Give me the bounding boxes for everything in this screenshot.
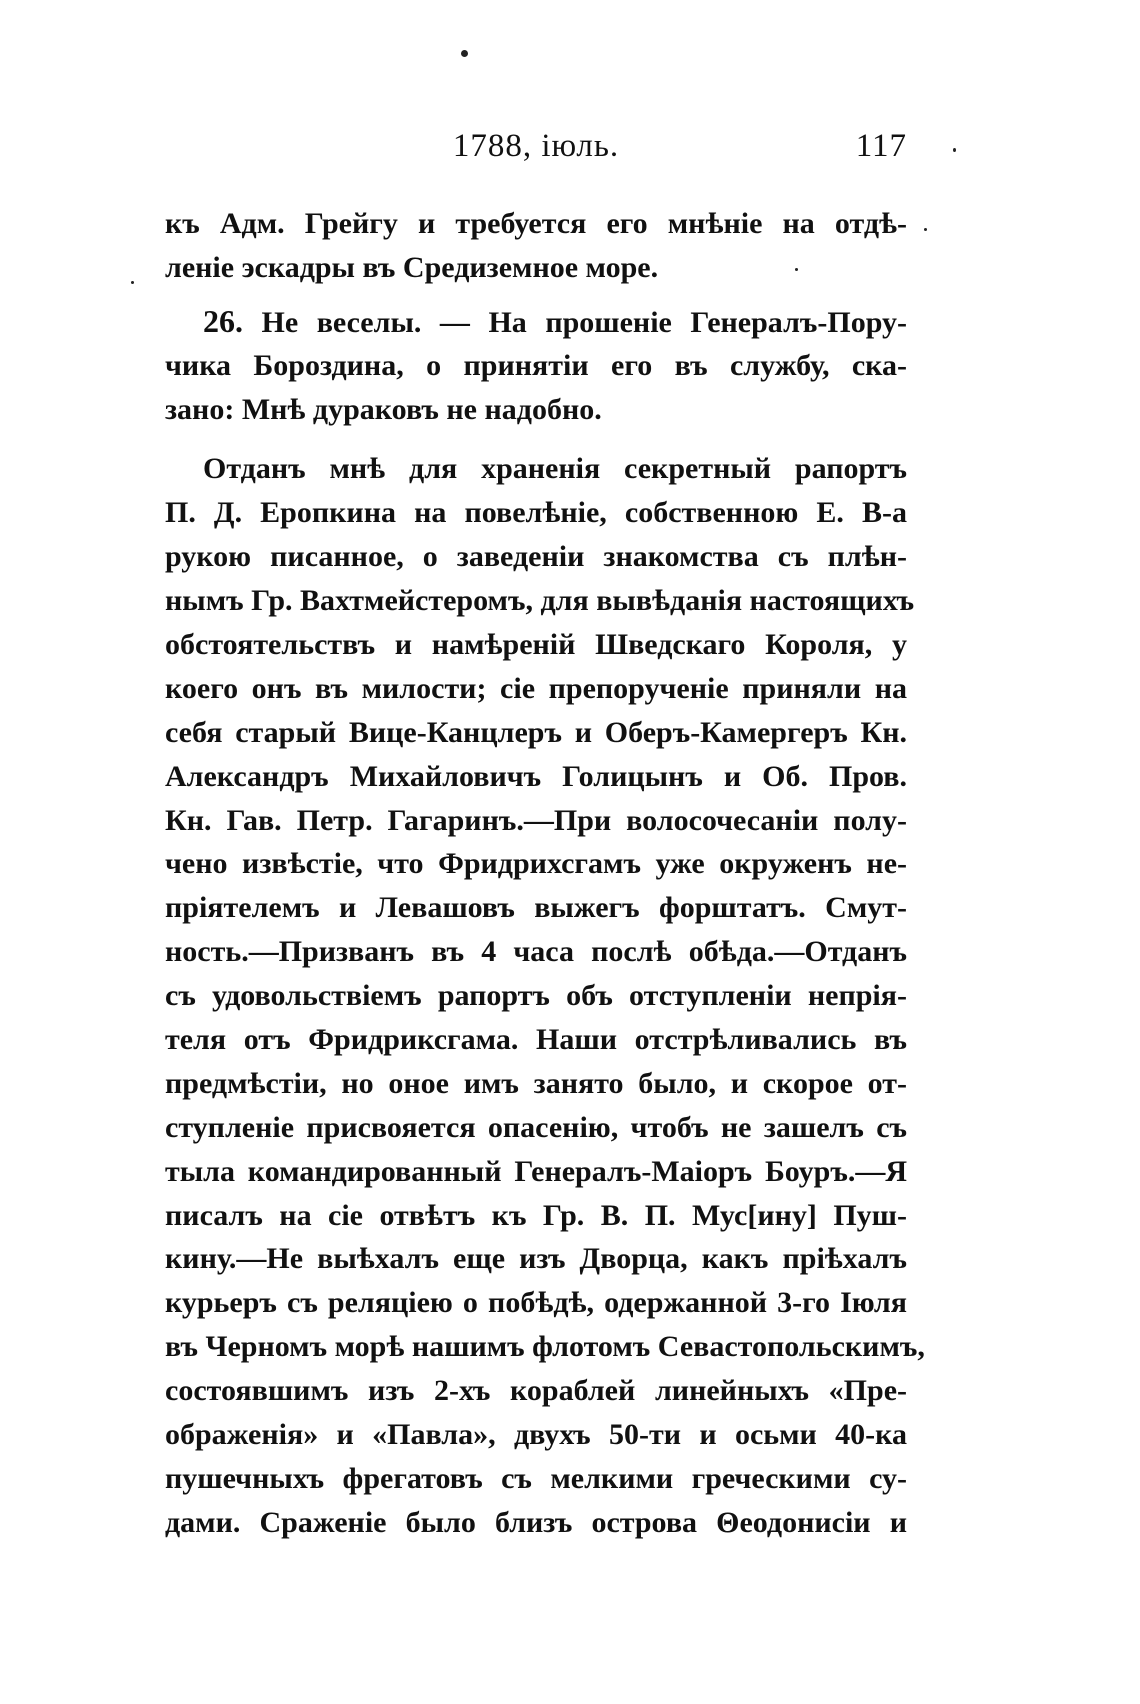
text-line: обстоятельствъ и намѣреній Шведскаго Короля, у	[165, 628, 907, 662]
text-line: дами. Сраженіе было близъ острова Θеодонисіи и	[165, 1505, 907, 1539]
header-title: 1788, іюль.	[452, 128, 620, 164]
text-line: Кн. Гав. Петр. Гагаринъ.—При волосочесаніи полу-	[165, 803, 907, 837]
entry-text: Не веселы. — На прошеніе Генералъ-Пору-	[243, 305, 907, 339]
text-line: чика Бороздина, о принятіи его въ службу, ска-	[165, 348, 907, 382]
text-line: рукою писанное, о заведеніи знакомства съ плѣн-	[165, 540, 907, 574]
page-number: 117	[855, 128, 907, 164]
text-line: нымъ Гр. Вахтмейстеромъ, для вывѣданія настоящихъ	[165, 584, 915, 618]
text-line: П. Д. Еропкина на повелѣніе, собственною Е. В-а	[165, 496, 907, 530]
text-line: ображенія» и «Павла», двухъ 50-ти и осьми 40-ка	[165, 1418, 907, 1452]
text-line: съ удовольствіемъ рапортъ объ отступленіи непрія-	[165, 979, 907, 1013]
text-line: пушечныхъ фрегатовъ съ мелкими греческими су-	[165, 1461, 907, 1495]
text-line: ность.—Призванъ въ 4 часа послѣ обѣда.—Отданъ	[165, 935, 907, 969]
text-line: леніе эскадры въ Средиземное море.	[165, 250, 659, 284]
text-line: Александръ Михайловичъ Голицынъ и Об. Пров.	[165, 759, 907, 793]
text-line: теля отъ Фридриксгама. Наши отстрѣливались въ	[165, 1023, 907, 1057]
scan-speck	[953, 148, 956, 152]
scan-speck	[924, 228, 927, 231]
text-line: Отданъ мнѣ для храненія секретный рапортъ	[203, 452, 907, 486]
scan-speck	[461, 50, 468, 57]
text-line: состоявшимъ изъ 2-хъ кораблей линейныхъ «Пре-	[165, 1374, 907, 1408]
running-header	[165, 128, 907, 176]
text-line: тыла командированный Генералъ-Маіоръ Боуръ.—Я	[165, 1154, 907, 1188]
paragraph-main	[165, 447, 925, 1544]
paragraph-continuation	[165, 202, 907, 290]
text-line: курьеръ съ реляціею о побѣдѣ, одержанной 3-го Іюля	[165, 1286, 907, 1320]
text-line	[165, 300, 907, 344]
text-line: коего онъ въ милости; сіе препорученіе приняли на	[165, 671, 907, 705]
text-line: зано: Мнѣ дураковъ не надобно.	[165, 392, 602, 426]
scan-speck	[131, 281, 134, 284]
text-line: въ Черномъ морѣ нашимъ флотомъ Севастопольскимъ,	[165, 1330, 925, 1364]
text-line: предмѣстіи, но оное имъ занято было, и скорое от-	[165, 1066, 907, 1100]
page-body	[165, 202, 925, 1545]
entry-number: 26.	[203, 302, 243, 339]
text-line: кину.—Не выѣхалъ еще изъ Дворца, какъ пріѣхалъ	[165, 1242, 907, 1276]
text-line: къ Адм. Грейгу и требуется его мнѣніе на отдѣ-	[165, 207, 907, 240]
diary-entry-26	[165, 300, 907, 432]
text-line: писалъ на сіе отвѣтъ къ Гр. В. П. Мус[ину] Пуш-	[165, 1198, 907, 1232]
text-line: чено извѣстіе, что Фридрихсгамъ уже окруженъ не-	[165, 847, 907, 881]
text-line: пріятелемъ и Левашовъ выжегъ форштатъ. Смут-	[165, 891, 907, 925]
text-line: себя старый Вице-Канцлеръ и Оберъ-Камергеръ Кн.	[165, 715, 907, 749]
text-line: ступленіе присвояется опасенію, чтобъ не зашелъ съ	[165, 1110, 907, 1144]
